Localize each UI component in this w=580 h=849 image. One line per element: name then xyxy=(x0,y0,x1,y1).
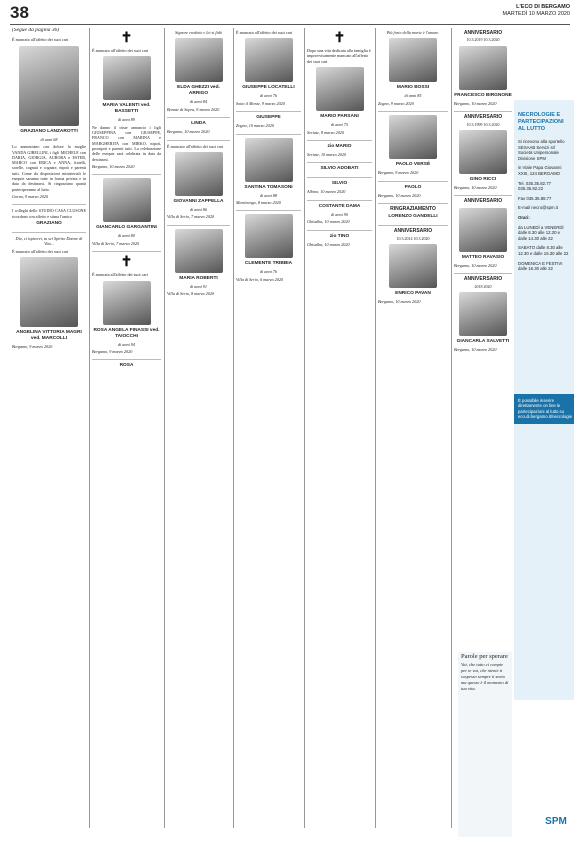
issue-date: MARTEDÌ 10 MARZO 2020 xyxy=(502,11,570,17)
sidebar-domenica: DOMENICA E FESTIVI dalle 16.30 alle 22 xyxy=(518,260,563,272)
obituary-column-1 xyxy=(12,28,86,828)
divider xyxy=(454,273,512,274)
portrait-photo xyxy=(103,56,151,100)
divider xyxy=(307,162,372,163)
obituary-place: Bonate di Sopra, 9 marzo 2020 xyxy=(167,106,220,112)
deceased-name: GINO RICCI xyxy=(469,177,497,183)
deceased-name: GIANCARLO GARGANTINI xyxy=(96,225,157,231)
deceased-name: MARIO PARSANI xyxy=(320,114,359,120)
deceased-name: ANGELINA VITTORIA MAGRI ved. MARCOLLI xyxy=(16,330,82,342)
deceased-name: MARIA VALENTI ved. BASSETTI xyxy=(102,103,151,115)
obituary-place: Bergamo, 10 marzo 2020 xyxy=(378,192,421,198)
portrait-photo xyxy=(459,208,507,252)
deceased-age: di anni 76 xyxy=(260,269,277,275)
anniversary-dates: 10.3.2019 10.3.2020 xyxy=(466,37,500,43)
sidebar-sabato: SABATO dalle 8.30 alle 12.30 e dalle 15.30 alle 22 xyxy=(518,245,569,256)
column-rule xyxy=(304,28,305,828)
cross-icon: ✝ xyxy=(333,31,346,46)
divider xyxy=(378,181,448,182)
divider xyxy=(236,134,301,135)
deceased-name: MARIO BOSSI xyxy=(396,85,430,91)
sidebar-ricevono: Si ricevono alla sportello SESAAB Servizi srl Società Unipersonale Divisione SPM xyxy=(518,139,565,161)
obituary-text: Lo annunciano con dolore la moglie VANDA GIBELLINI, i figli MICHELE con DARIA, GIORGIA, AURORA e ESTER, MARCO con ERICA e ANNA, fratelli, sorelle, cognati e cognate, nipoti e parenti tutti. Come da disposizioni ministeriali le esequie saranno tutte in forma privata e in data da destinarsi. Si ringraziano quanti parteciperanno al lutto. xyxy=(12,144,86,192)
deceased-name: LINDA xyxy=(191,121,206,127)
obituary-intro: È mancato all'affetto dei suoi cari xyxy=(92,48,149,53)
sidebar-email[interactable]: E-mail necro@spm.it xyxy=(518,205,558,211)
divider xyxy=(92,174,161,175)
obituary-place: Bergamo, 9 marzo 2020 xyxy=(378,170,419,176)
portrait-photo xyxy=(20,257,78,327)
obituary-intro: È mancato all'affetto dei suoi cari xyxy=(167,143,224,149)
continued-note: (Segue da pagina 36) xyxy=(12,28,60,33)
obituary-place: Sotto il Monte, 9 marzo 2020 xyxy=(236,100,285,106)
deceased-name: LORENZO GANDELLI xyxy=(388,214,438,220)
anniversary-title: ANNIVERSARIO xyxy=(463,198,503,205)
obituary-intro: Dopo una vita dedicata alla famiglia è improvvisamente mancato all'affetto dei suoi cari xyxy=(307,48,371,64)
divider xyxy=(167,225,230,226)
divider xyxy=(12,204,86,205)
divider xyxy=(307,177,372,178)
sidebar-phone: Tel. 035.35.82.77 035.35.82.22 xyxy=(518,180,551,192)
deceased-name: FRANCESCO BIRGNONE xyxy=(454,92,512,98)
sidebar-fax: Fax 035.35.88.77 xyxy=(518,195,552,201)
deceased-name: GIUSEPPE xyxy=(256,115,281,121)
portrait-photo xyxy=(19,46,79,126)
deceased-age: di anni 80 xyxy=(118,233,135,239)
obituary-place: Bergamo, 10 marzo 2020 xyxy=(92,163,135,169)
portrait-photo xyxy=(175,152,223,196)
deceased-name: GRAZIANO xyxy=(36,220,62,226)
obituary-place: Zogno, 10 marzo 2020 xyxy=(236,123,274,129)
sidebar-address: in Viale Papa Giovanni XXIII, 124 BERGAMO xyxy=(518,165,562,176)
deceased-name: GIANCARLA SALVETTI xyxy=(456,339,510,345)
deceased-age: di anni 94 xyxy=(118,341,135,347)
anniversary-title: ANNIVERSARIO xyxy=(393,228,433,235)
obituary-column-3 xyxy=(167,28,230,828)
portrait-photo xyxy=(389,244,437,288)
obituary-intro: È mancato all'affetto dei suoi cari xyxy=(12,37,69,43)
condolence-text: I colleghi dello STUDIO CASA CLUSONE ricordano con affetto e stima l'amico xyxy=(12,208,86,219)
obituary-quote: Più forte della morte è l'amore. xyxy=(386,30,440,35)
deceased-name: zio TINO xyxy=(329,233,350,239)
deceased-age: di anni 75 xyxy=(331,122,348,128)
obituary-column-4 xyxy=(236,28,301,828)
deceased-name: MARIA ROBERTI xyxy=(179,275,218,281)
page-number: 38 xyxy=(10,3,29,22)
divider xyxy=(454,111,512,112)
deceased-name: ROSA xyxy=(119,363,134,369)
deceased-age: di anni 90 xyxy=(331,211,348,217)
deceased-age: di anni 89 xyxy=(118,117,135,123)
obituary-intro: È mancata all'affetto dei suoi cari xyxy=(92,272,148,278)
column-rule xyxy=(89,28,90,828)
deceased-age: di anni 84 xyxy=(190,99,207,105)
obituary-place: Bergamo, 10 marzo 2020 xyxy=(167,129,210,135)
deceased-name: CLEMENTE TRIBBIA xyxy=(244,261,293,267)
cross-icon: ✝ xyxy=(120,31,133,46)
sidebar-online-notice[interactable]: È possibile inserire direttamente on line le partecipazioni al lutto su eco.di.bergamo.it/necrologie xyxy=(514,394,574,424)
spm-logo: SPM xyxy=(545,816,567,827)
parole-per-sperare-box xyxy=(458,652,512,837)
anniversary-dates: 2018 2020 xyxy=(474,283,492,289)
deceased-age: di anni 86 xyxy=(190,207,207,213)
divider xyxy=(92,359,161,360)
page-header xyxy=(10,4,570,25)
obituary-place: Bergamo, 9 marzo 2020 xyxy=(92,348,133,354)
portrait-photo xyxy=(103,281,151,325)
obituary-place: Bergamo, 10 marzo 2020 xyxy=(378,299,421,305)
obituary-place: Bergamo, 10 marzo 2020 xyxy=(454,100,497,106)
obituary-column-2 xyxy=(92,28,161,828)
portrait-photo xyxy=(459,292,507,336)
deceased-name: PAOLO xyxy=(404,184,422,190)
divider xyxy=(307,140,372,141)
portrait-photo xyxy=(175,229,223,273)
obituary-intro: È mancato all'affetto dei suoi cari xyxy=(236,30,293,35)
deceased-age: di anni 88 xyxy=(260,192,277,198)
portrait-photo xyxy=(245,138,293,182)
portrait-photo xyxy=(459,46,507,90)
anniversary-dates: 10.3.1999 10.3.2020 xyxy=(466,121,500,127)
divider xyxy=(454,195,512,196)
sidebar-title: NECROLOGIE E PARTECIPAZIONI AL LUTTO xyxy=(518,112,564,132)
sidebar-orari: da LUNEDÌ a VENERDÌ dalle 8.30 alle 12.30 e dalle 14.30 alle 22 xyxy=(518,224,564,241)
obituary-quote: Dio, ci ispirerei, tu sei Spirito Datore di Vita... xyxy=(15,235,83,247)
column-rule xyxy=(233,28,234,828)
obituary-place: Zogno, 9 marzo 2020 xyxy=(378,100,414,106)
deceased-name: MATTEO RAVASIO xyxy=(461,254,505,260)
deceased-name: GIOVANNI ZAPPELLA xyxy=(173,199,224,205)
obituary-column-6 xyxy=(378,28,448,828)
obituary-place: Villa di Serio, 7 marzo 2020 xyxy=(167,214,215,220)
deceased-name: GRAZIANO LANZAROTTI xyxy=(20,128,78,134)
divider xyxy=(167,140,230,141)
portrait-photo xyxy=(175,38,223,82)
obituary-place: Seriate, 10 marzo 2020 xyxy=(307,152,347,158)
obituary-place: Gorno, 9 marzo 2020 xyxy=(12,193,49,199)
obituary-place: Bergamo, 10 marzo 2020 xyxy=(454,347,497,353)
anniversary-title: ANNIVERSARIO xyxy=(463,276,503,283)
anniversary-title: ANNIVERSARIO xyxy=(463,114,503,121)
divider xyxy=(167,117,230,118)
portrait-photo xyxy=(245,214,293,258)
divider xyxy=(378,225,448,226)
deceased-age: di anni 68 xyxy=(40,136,58,142)
deceased-name: SANTINA TOMASONI xyxy=(244,184,293,190)
sidebar-orari-title: Orari: xyxy=(518,214,530,220)
deceased-name: ENRICO PAVAN xyxy=(395,291,431,297)
obituary-place: Bergamo, 10 marzo 2020 xyxy=(454,262,497,268)
deceased-name: COSTANTE DAMA xyxy=(318,203,361,209)
portrait-photo xyxy=(459,130,507,174)
column-rule xyxy=(375,28,376,828)
cross-icon: ✝ xyxy=(120,255,133,271)
obituary-place: Bergamo, 9 marzo 2020 xyxy=(12,344,53,350)
obituary-intro: È mancato all'affetto dei suoi cari xyxy=(12,248,69,254)
obituary-column-5 xyxy=(307,28,372,828)
publication-name: L'ECO DI BERGAMO xyxy=(516,4,570,10)
divider xyxy=(12,232,86,233)
divider xyxy=(307,200,372,201)
obituary-quote: Signore credette e lei si fidò xyxy=(175,30,222,35)
ringraziamento-title: RINGRAZIAMENTO xyxy=(390,206,436,213)
obituary-place: Ghisalba, 10 marzo 2020 xyxy=(307,241,350,247)
obituary-place: Villa di Serio, 8 marzo 2020 xyxy=(167,291,215,297)
portrait-photo xyxy=(103,178,151,222)
obituary-place: Villa di Serio, 6 marzo 2020 xyxy=(236,276,284,282)
obituary-place: Seriate, 8 marzo 2020 xyxy=(307,129,344,135)
column-rule xyxy=(164,28,165,828)
deceased-name: PAOLO VERSÉ xyxy=(395,162,431,168)
portrait-photo xyxy=(389,115,437,159)
deceased-age: di anni 91 xyxy=(190,283,207,289)
deceased-name: SILVIO ADOBATI xyxy=(320,166,359,172)
obituary-place: Albino, 10 marzo 2020 xyxy=(307,189,346,195)
obituary-place: Bergamo, 10 marzo 2020 xyxy=(454,185,497,191)
divider xyxy=(378,203,448,204)
divider xyxy=(236,111,301,112)
anniversary-column xyxy=(454,28,512,648)
info-sidebar xyxy=(514,100,574,700)
parole-text: Vai, che tutto ci compie per te vai, che niente ti sospesso sempre ti sento ma questo è il momento di tua vita. xyxy=(461,662,509,691)
obituary-place: Villa di Serio, 7 marzo 2020 xyxy=(92,240,140,246)
deceased-name: ELDA GHEZZI ved. ARRIGO xyxy=(177,85,220,97)
portrait-photo xyxy=(316,67,364,111)
deceased-age: di anni 76 xyxy=(260,93,277,99)
divider xyxy=(92,251,161,252)
divider xyxy=(378,111,448,112)
parole-title: Parole per sperare xyxy=(461,653,508,660)
divider xyxy=(307,230,372,231)
column-rule xyxy=(451,28,452,828)
divider xyxy=(236,210,301,211)
deceased-name: ROSA ANGELA FINASSI ved. TAIOCCHI xyxy=(93,327,160,339)
obituary-place: Martinengo, 8 marzo 2020 xyxy=(236,200,281,206)
anniversary-title: ANNIVERSARIO xyxy=(463,30,503,36)
masthead xyxy=(503,4,570,18)
portrait-photo xyxy=(389,38,437,82)
obituary-text: Ne danno il triste annuncio i figli GIUSEPPINA con GIUSEPPE, FRANCO con MARINA e MARGHERITA con MIRKO, nipoti, pronipoti e parenti tutti. La celebrazione delle esequie sarà celebrata in data da destinarsi. xyxy=(92,124,161,162)
anniversary-dates: 10.3.2014 10.3.2020 xyxy=(396,235,430,241)
portrait-photo xyxy=(245,38,293,82)
deceased-name: GIUSEPPE LOCATELLI xyxy=(242,85,295,91)
deceased-name: zio MARIO xyxy=(327,144,352,150)
deceased-age: di anni 85 xyxy=(404,93,422,99)
deceased-name: SILVIO xyxy=(331,181,348,187)
obituary-place: Ghisalba, 10 marzo 2020 xyxy=(307,219,350,225)
